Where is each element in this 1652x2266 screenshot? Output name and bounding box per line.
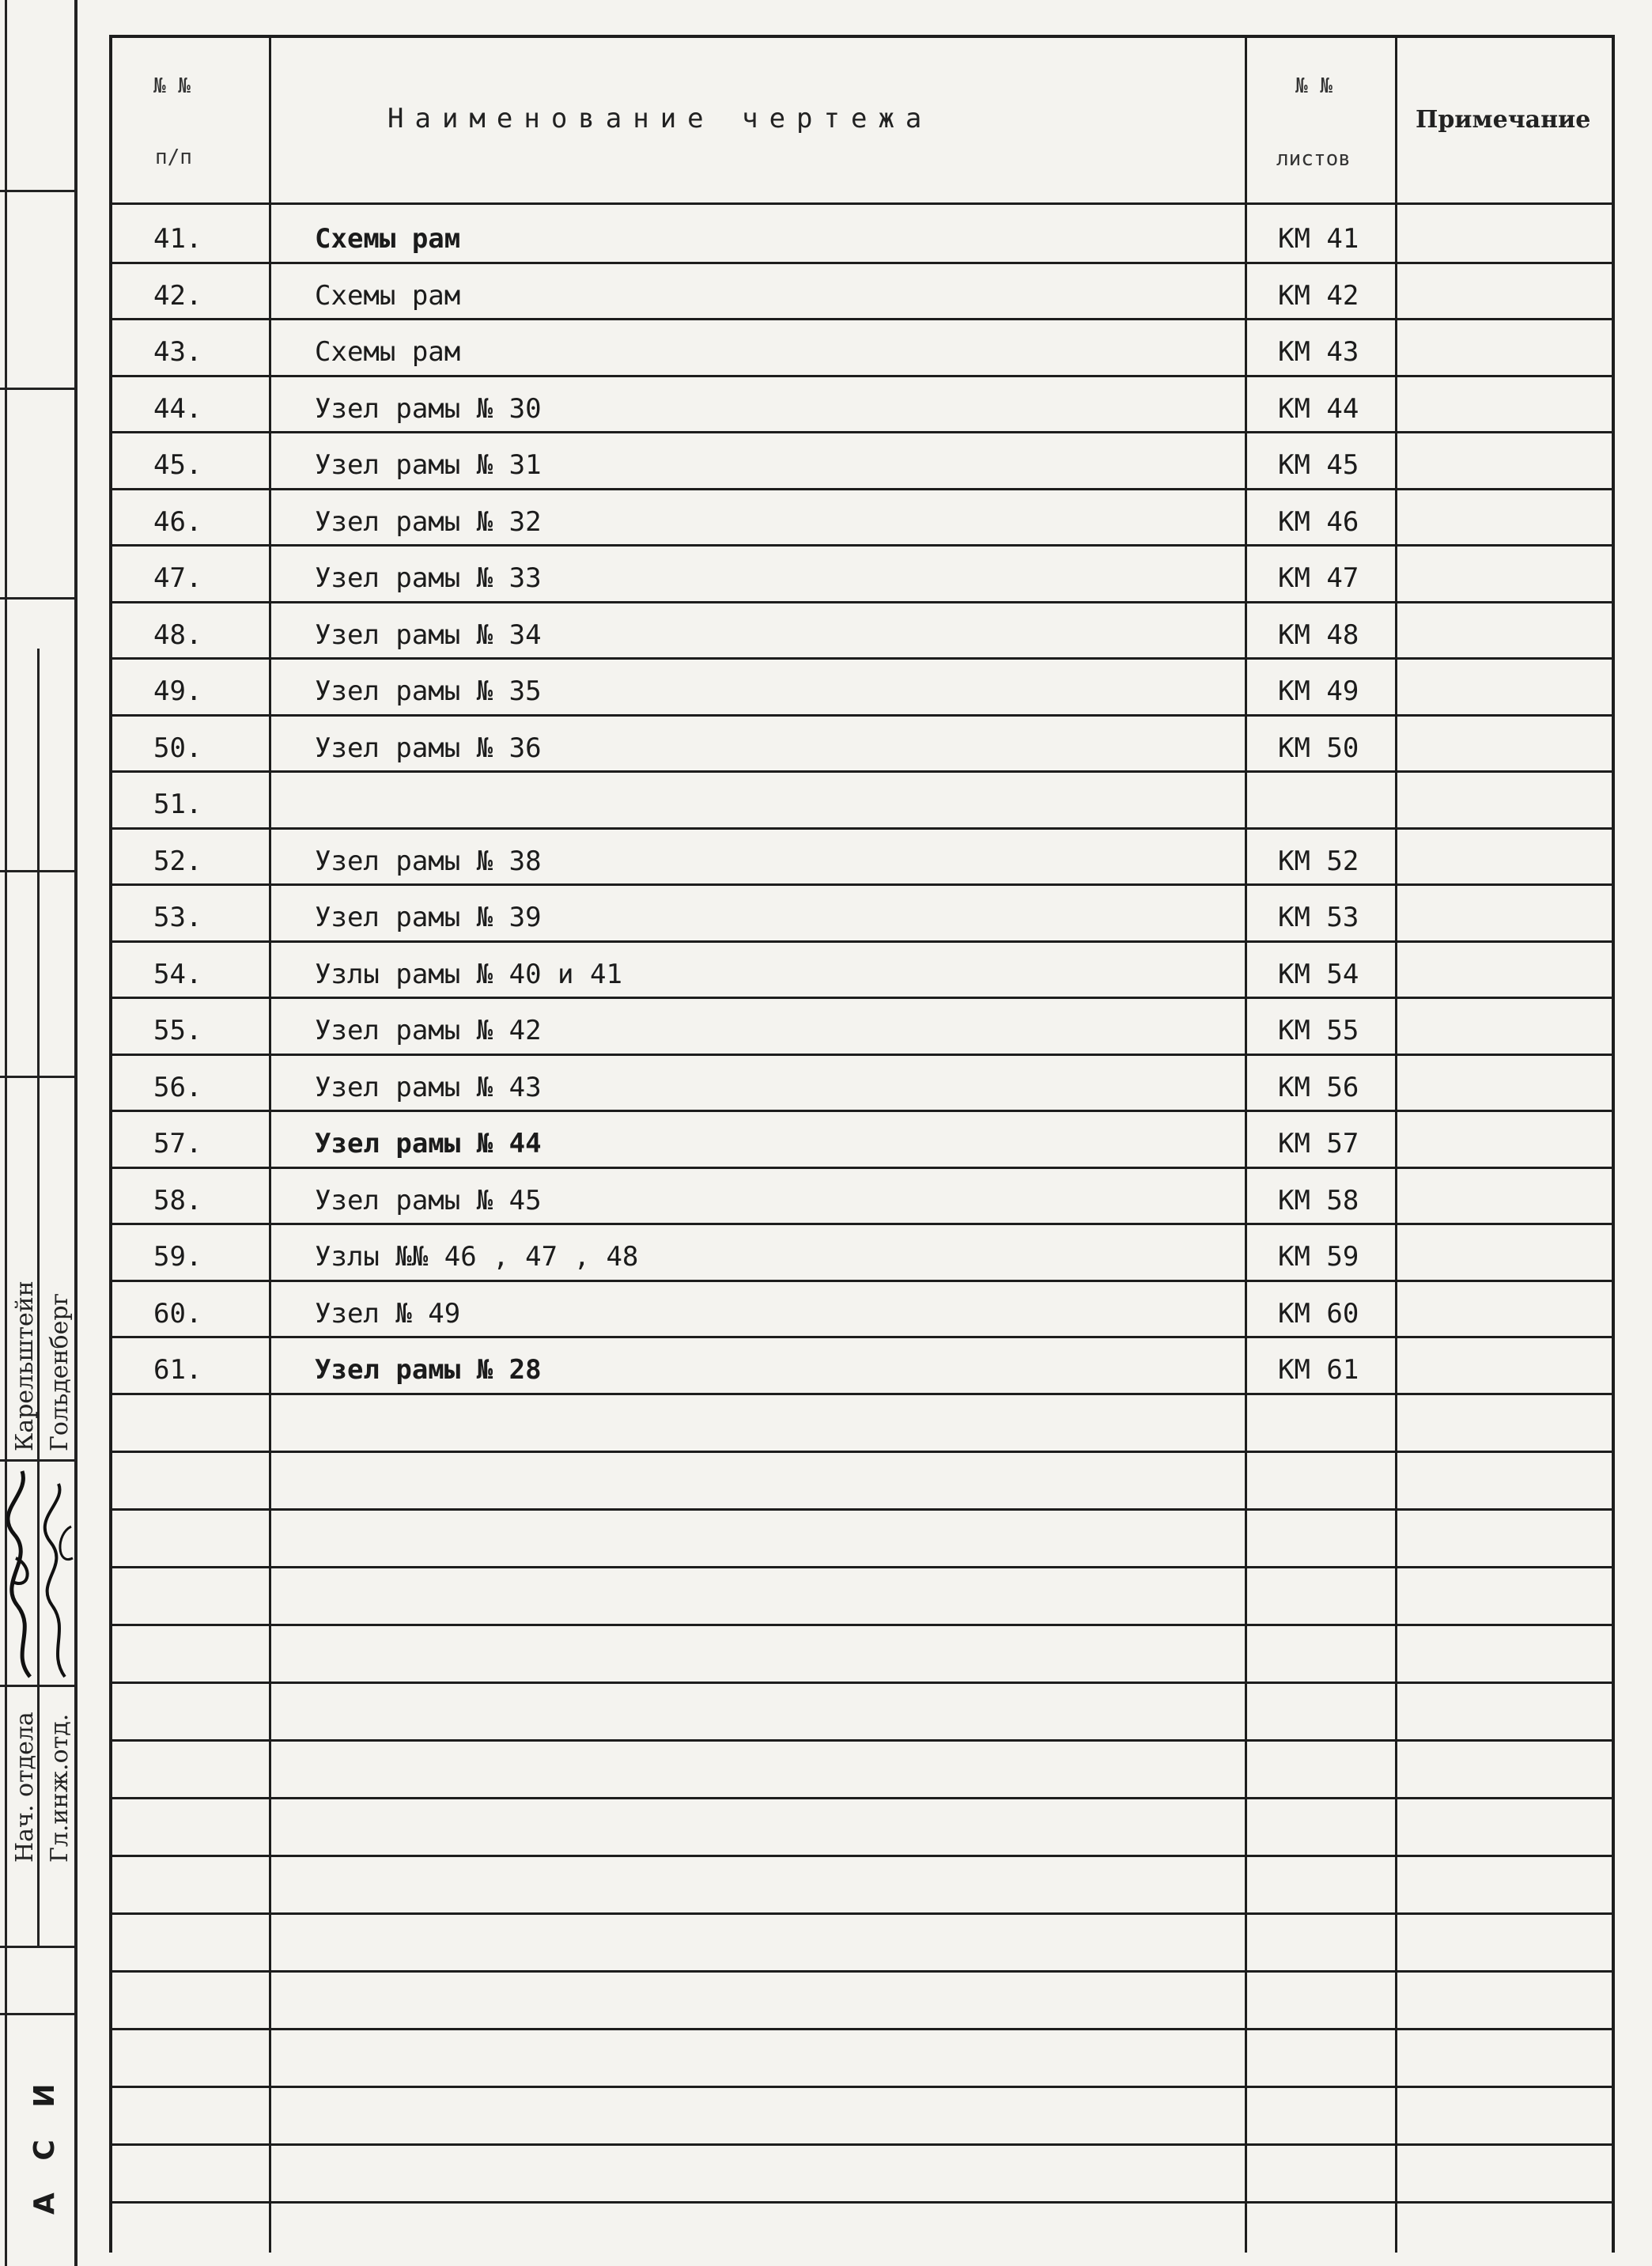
- table-row: [112, 601, 1612, 657]
- row-drawing-name: Узлы №№ 46 , 47 , 48: [315, 1241, 639, 1273]
- row-sheet: КМ 50: [1278, 732, 1359, 764]
- empty-row-line: [112, 1682, 1612, 1684]
- strip-tick: [0, 870, 74, 872]
- row-drawing-name: Схемы рам: [315, 223, 461, 255]
- table-row: [112, 827, 1612, 883]
- empty-row-line: [112, 2201, 1612, 2204]
- row-drawing-name: Узел рамы № 32: [315, 505, 542, 538]
- strip-tick: [0, 1946, 74, 1948]
- row-sheet: КМ 53: [1278, 902, 1359, 933]
- row-sheet: КМ 42: [1278, 279, 1359, 312]
- row-sheet: КМ 58: [1278, 1184, 1359, 1216]
- row-number: 56.: [153, 1071, 202, 1103]
- row-drawing-name: Узел № 49: [315, 1297, 461, 1330]
- row-number: 43.: [153, 336, 202, 368]
- strip-tick: [0, 1459, 74, 1462]
- row-number: 44.: [153, 392, 202, 425]
- table-row: [112, 1223, 1612, 1279]
- empty-row-line: [112, 1508, 1612, 1511]
- table-row: [112, 940, 1612, 997]
- row-sheet: КМ 57: [1278, 1128, 1359, 1159]
- row-drawing-name: Узел рамы № 30: [315, 392, 542, 425]
- row-sheet: КМ 47: [1278, 562, 1359, 594]
- stamp-role-1: Нач. отдела: [11, 1712, 39, 1863]
- table-row: [112, 1336, 1612, 1392]
- table-row: [112, 318, 1612, 374]
- row-number: 42.: [153, 279, 202, 312]
- empty-row-line: [112, 1451, 1612, 1453]
- strip-border-right: [74, 0, 77, 2266]
- row-number: 58.: [153, 1184, 202, 1216]
- row-sheet: КМ 45: [1278, 449, 1359, 481]
- strip-tick: [0, 597, 74, 600]
- row-number: 51.: [153, 789, 202, 820]
- row-sheet: КМ 52: [1278, 845, 1359, 877]
- row-number: 49.: [153, 675, 202, 707]
- empty-row-line: [112, 1566, 1612, 1568]
- row-sheet: КМ 59: [1278, 1241, 1359, 1273]
- table-row: [112, 997, 1612, 1053]
- signature-2: [41, 1479, 76, 1685]
- strip-tick: [0, 388, 74, 390]
- row-drawing-name: Узел рамы № 28: [315, 1354, 542, 1386]
- empty-row-line: [112, 1855, 1612, 1857]
- strip-border-left: [5, 0, 7, 2266]
- row-number: 61.: [153, 1354, 202, 1386]
- row-line: [112, 1393, 1612, 1395]
- row-number: 55.: [153, 1015, 202, 1046]
- row-drawing-name: Узел рамы № 35: [315, 675, 542, 707]
- empty-row-line: [112, 2028, 1612, 2030]
- row-sheet: КМ 49: [1278, 675, 1359, 707]
- empty-row-line: [112, 1797, 1612, 1799]
- row-drawing-name: Узел рамы № 31: [315, 449, 542, 481]
- table-row: [112, 544, 1612, 600]
- table-row: [112, 205, 1612, 261]
- strip-tick: [0, 2013, 74, 2015]
- row-sheet: КМ 60: [1278, 1297, 1359, 1330]
- stamp-org: А С И: [28, 2072, 61, 2215]
- row-number: 47.: [153, 562, 202, 594]
- strip-tick: [0, 1685, 74, 1687]
- row-sheet: КМ 54: [1278, 958, 1359, 990]
- row-number: 52.: [153, 845, 202, 877]
- row-sheet: КМ 44: [1278, 392, 1359, 425]
- row-number: 48.: [153, 619, 202, 651]
- table-row: [112, 488, 1612, 544]
- row-sheet: КМ 61: [1278, 1354, 1359, 1386]
- row-number: 50.: [153, 732, 202, 764]
- header-notes: Примечание: [1416, 106, 1591, 134]
- row-number: 60.: [153, 1297, 202, 1330]
- row-drawing-name: Узел рамы № 36: [315, 732, 542, 764]
- row-drawing-name: Узел рамы № 34: [315, 619, 542, 651]
- header-num-top: № №: [153, 74, 191, 98]
- table-row: [112, 262, 1612, 318]
- row-sheet: КМ 56: [1278, 1071, 1359, 1103]
- header-drawing-name: Наименование чертежа: [387, 103, 933, 134]
- table-row: [112, 770, 1612, 827]
- table-row: [112, 431, 1612, 487]
- row-sheet: КМ 41: [1278, 223, 1359, 255]
- stamp-name-1: Карельштейн: [11, 1281, 39, 1451]
- row-number: 54.: [153, 958, 202, 990]
- row-sheet: КМ 55: [1278, 1015, 1359, 1046]
- header-num-bottom: п/п: [155, 146, 192, 169]
- empty-row-line: [112, 2086, 1612, 2088]
- row-sheet: КМ 48: [1278, 619, 1359, 651]
- table-row: [112, 1167, 1612, 1223]
- empty-row-line: [112, 1624, 1612, 1626]
- signature-1: [6, 1463, 40, 1685]
- row-drawing-name: Узлы рамы № 40 и 41: [315, 958, 622, 990]
- table-row: [112, 1110, 1612, 1166]
- empty-row-line: [112, 1739, 1612, 1742]
- row-number: 46.: [153, 505, 202, 538]
- row-drawing-name: Узел рамы № 39: [315, 902, 542, 933]
- row-drawing-name: Схемы рам: [315, 279, 461, 312]
- row-sheet: КМ 46: [1278, 505, 1359, 538]
- row-number: 59.: [153, 1241, 202, 1273]
- row-drawing-name: Узел рамы № 42: [315, 1015, 542, 1046]
- stamp-role-2: Гл.инж.отд.: [46, 1713, 74, 1863]
- row-drawing-name: Узел рамы № 44: [315, 1128, 542, 1159]
- drawing-list-table: [109, 35, 1615, 2253]
- row-number: 57.: [153, 1128, 202, 1159]
- row-drawing-name: Узел рамы № 43: [315, 1071, 542, 1103]
- table-row: [112, 883, 1612, 940]
- table-row: [112, 375, 1612, 431]
- table-row: [112, 657, 1612, 713]
- empty-row-line: [112, 1912, 1612, 1915]
- row-drawing-name: Схемы рам: [315, 336, 461, 368]
- empty-row-line: [112, 2143, 1612, 2146]
- header-sheets-bottom: листов: [1276, 147, 1351, 171]
- row-number: 41.: [153, 223, 202, 255]
- stamp-name-2: Гольденберг: [46, 1292, 74, 1451]
- row-number: 45.: [153, 449, 202, 481]
- row-number: 53.: [153, 902, 202, 933]
- table-row: [112, 1054, 1612, 1110]
- row-drawing-name: Узел рамы № 38: [315, 845, 542, 877]
- table-row: [112, 1280, 1612, 1336]
- row-drawing-name: Узел рамы № 33: [315, 562, 542, 594]
- row-sheet: КМ 43: [1278, 336, 1359, 368]
- strip-tick: [0, 190, 74, 192]
- empty-row-line: [112, 1970, 1612, 1973]
- table-row: [112, 714, 1612, 770]
- strip-tick: [0, 1076, 74, 1078]
- row-drawing-name: Узел рамы № 45: [315, 1184, 542, 1216]
- header-sheets-top: № №: [1295, 74, 1333, 98]
